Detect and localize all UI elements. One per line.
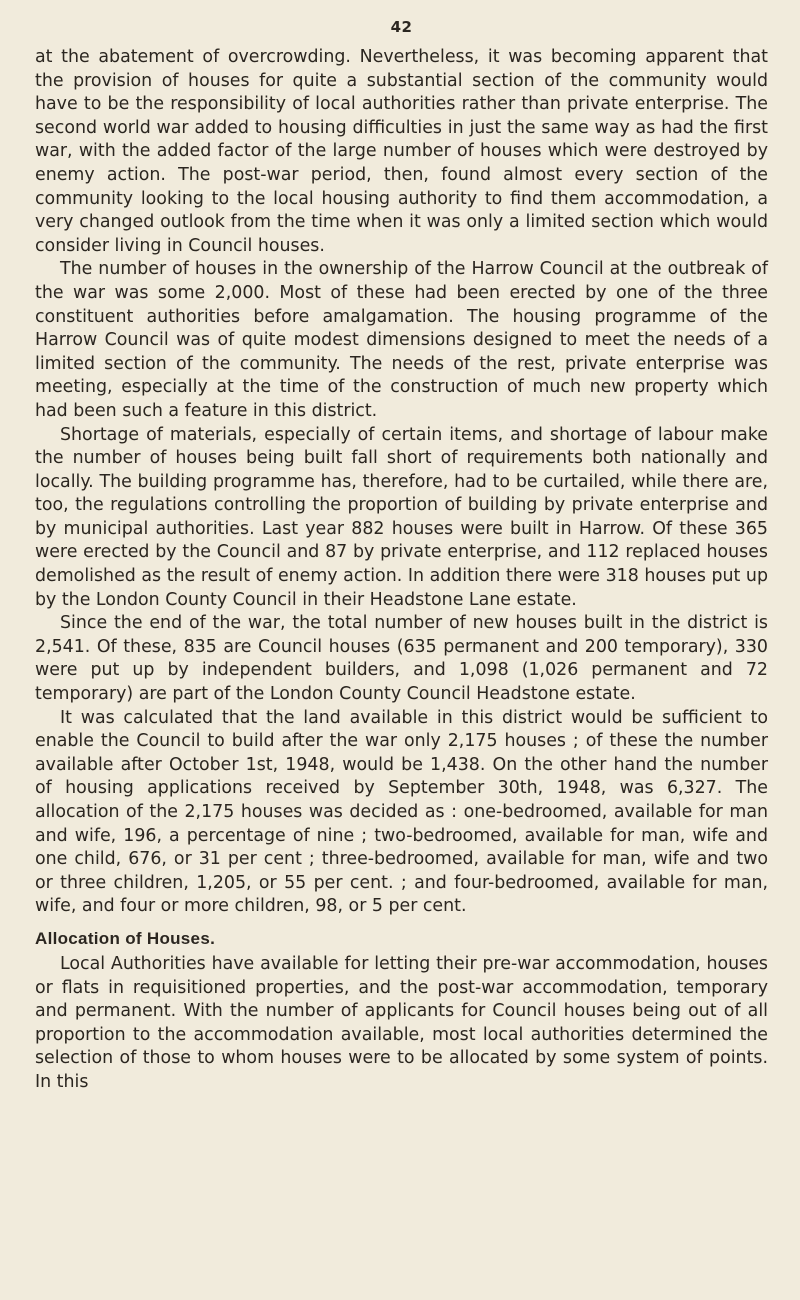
paragraph-shortage: Shortage of materials, especially of certain items, and shortage of labour make the number of houses being built fall short of requirements both nationally and locally. The building programme has, therefore, had to be curtailed, while there are, too, the regulations controlling the proportion of building by private enterprise and by municipal authorities. Last year 882 houses were built in Harrow. Of these 365 were erected by the Council and 87 by private enterprise, and 112 replaced houses demolished as the result of enemy action. In addition there were 318 houses put up by the London County Council in their Headstone Lane estate. (35, 424, 768, 610)
paragraph-council-houses: The number of houses in the ownership of the Harrow Council at the outbreak of the war was some 2,000. Most of these had been erected by one of the three constituent authorities before amalgamation. The housing programme of the Harrow Council was of quite modest dimensions designed to meet the needs of a limited section of the community. The needs of the rest, private enterprise was meeting, especially at the time of the construction of much new property which had been such a feature in this district. (35, 259, 768, 421)
paragraph-calculation: It was calculated that the land available in this district would be sufficient to enable the Council to build after the war only 2,175 houses ; of these the number available after October 1st, 1948, would be 1,438. On the other hand the number of housing applications received by September 30th, 1948, was 6,327. The allocation of the 2,175 houses was decided as : one-bedroomed, available for man and wife, 196, a percentage of nine ; two-bedroomed, available for man, wife and one child, 676, or 31 per cent ; three-bedroomed, available for man, wife and two or three children, 1,205, or 55 per cent. ; and four-bedroomed, available for man, wife, and four or more children, 98, or 5 per cent. (35, 707, 768, 917)
paragraph-allocation: Local Authorities have available for letting their pre-war accommodation, houses or flats in requisitioned properties, and the post-war accommodation, temporary and permanent. With the number of applicants for Council houses being out of all proportion to the accommodation available, most local authorities determined the selection of those to whom houses were to be allocated by some system of points. In this (35, 953, 768, 1092)
paragraph-continuation: at the abatement of overcrowding. Nevertheless, it was becoming apparent that the provision of houses for quite a substantial section of the community would have to be the responsibility of local authorities rather than private enterprise. The second world war added to housing difficulties in just the same way as had the first war, with the added factor of the large number of houses which were destroyed by enemy action. The post-war period, then, found almost every section of the community looking to the local housing authority to find them accommodation, a very changed outlook from the time when it was only a limited section which would consider living in Council houses. (35, 47, 768, 256)
page-number: 42 (390, 18, 413, 36)
paragraph-since-war: Since the end of the war, the total number of new houses built in the district is 2,541. Of these, 835 are Council houses (635 permanent and 200 temporary), 330 were put up by independent builders, and 1,098 (1,026 permanent and 72 temporary) are part of the London County Council Headstone estate. (35, 613, 768, 705)
body-text (35, 46, 768, 1095)
document-page (35, 18, 768, 1095)
section-heading: Allocation of Houses. (35, 928, 216, 948)
